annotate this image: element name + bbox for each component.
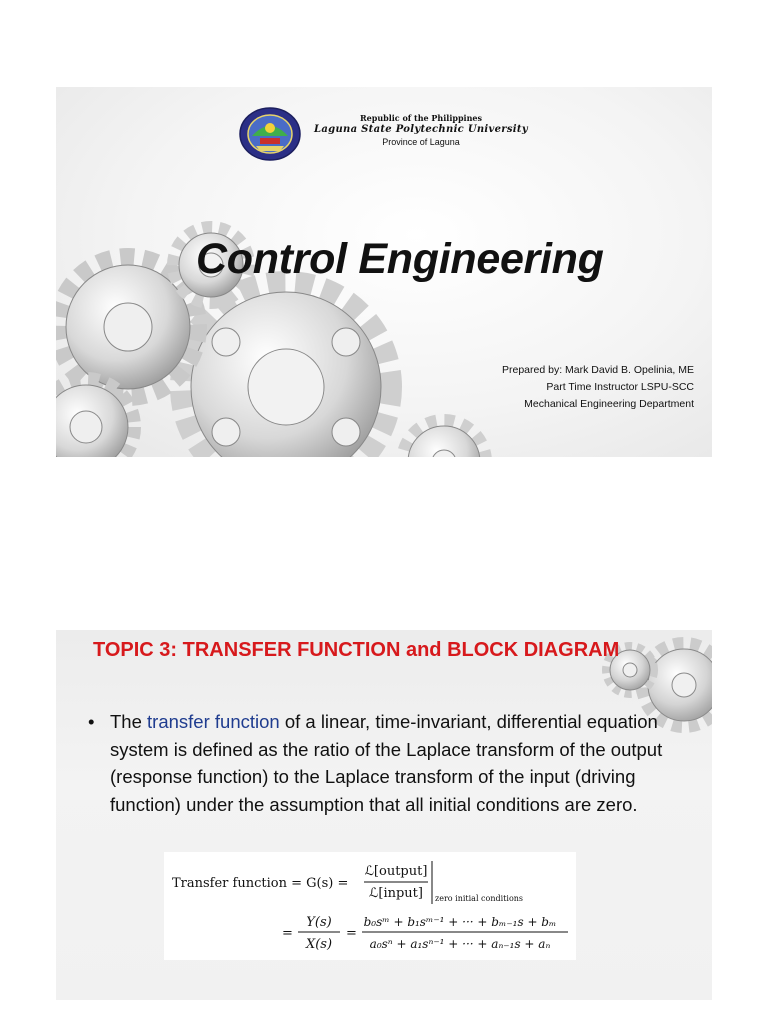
province-line: Province of Laguna [382, 137, 460, 147]
country-line: Republic of the Philippines [359, 113, 482, 123]
transfer-function-formula [164, 852, 576, 960]
instructor-role: Part Time Instructor LSPU-SCC [546, 381, 694, 393]
term-highlight: transfer function [147, 711, 280, 732]
university-name: Laguna State Polytechnic University [314, 124, 528, 135]
title-slide [56, 87, 712, 457]
topic-heading: TOPIC 3: TRANSFER FUNCTION and BLOCK DIAGRAM [93, 639, 620, 661]
author-block [502, 362, 694, 413]
text-lead: The [110, 711, 148, 732]
institution-header [296, 113, 546, 148]
formula-eq2: = [346, 926, 357, 941]
formula-denominator: a₀sⁿ + a₁sⁿ⁻¹ + ··· + aₙ₋₁s + aₙ [369, 937, 551, 951]
formula-condition: zero initial conditions [435, 894, 524, 903]
prepared-by: Prepared by: Mark David B. Opelinia, ME [502, 364, 694, 376]
definition-paragraph [88, 708, 668, 818]
formula-ratio-den: X(s) [305, 937, 333, 952]
formula-ratio-num: Y(s) [306, 915, 332, 930]
content-slide [56, 630, 712, 1000]
formula-num1: ℒ[output] [364, 864, 428, 879]
text-rest: of a linear, time-invariant, differential equation system is defined as the ratio of the Laplace transform of the output (response function) to the Laplace transform of the input (driving function) under the assumption that all initial conditions are zero. [110, 711, 663, 815]
bullet-icon: • [88, 711, 95, 732]
slide-title: Control Engineering [196, 235, 604, 283]
gear-small-icon [402, 420, 486, 457]
university-seal-icon [236, 106, 304, 162]
formula-den1: ℒ[input] [369, 886, 423, 901]
formula-eq: = [282, 926, 293, 941]
formula-numerator: b₀sᵐ + b₁sᵐ⁻¹ + ··· + bₘ₋₁s + bₘ [363, 915, 557, 929]
formula-lhs: Transfer function = G(s) = [172, 876, 349, 891]
definition-text [110, 708, 668, 818]
department: Mechanical Engineering Department [524, 398, 694, 410]
